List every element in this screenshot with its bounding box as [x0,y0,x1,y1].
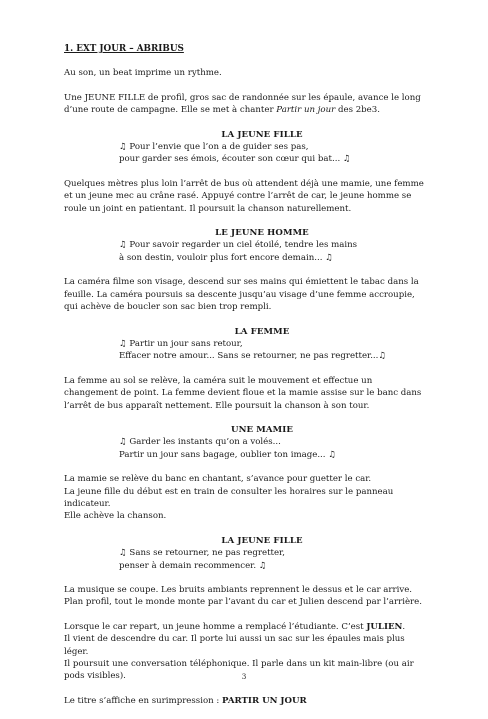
action-line: Quelques mètres plus loin l’arrêt de bus où attendent déjà une mamie, une femme et un jeune mec au crâne rasé. Appuyé contre l’arrêt de car, le jeune homme se roule un joint en patientant. Il poursuit la chanson naturellement. [64,178,424,214]
dialogue: ♫ Pour savoir regarder un ciel étoilé, tendre les mains à son destin, vouloir plus fort encore demain... ♫ [119,240,358,263]
song-title: Partir un jour [276,105,336,116]
action-text: Une JEUNE FILLE de profil, gros sac de randonnée sur les épaule, avance le long d’une route de campagne. Elle se met à chanter [64,92,421,116]
action-line: Au son, un beat imprime un rythme. [64,68,222,79]
action-text: Lorsque le car repart, un jeune homme a remplacé l’étudiante. C’est [64,621,367,632]
action-line [64,92,426,117]
action-text: . Il vient de descendre du car. Il porte lui aussi un sac sur les épaules mais plus léger. Il poursuit une conversation téléphonique. Il parle dans un kit main-libre (ou air pods visibles). [64,621,414,682]
dialogue: ♫ Garder les instants qu’on a volés... Partir un jour sans bagage, oublier ton image... ♫ [119,437,336,460]
action-line: La femme au sol se relève, la caméra suit le mouvement et effectue un changement de point. La femme devient floue et la mamie assise sur le banc dans l’arrêt de bus apparaît nettement. Elle poursuit la chanson à son tour. [64,375,422,411]
action-line: La musique se coupe. Les bruits ambiants reprennent le dessus et le car arrive. Plan profil, tout le monde monte par l’avant du car et Julien descend par l’arrière. [64,585,422,608]
action-line [64,695,426,707]
action-line: La caméra filme son visage, descend sur ses mains qui émiettent le tabac dans la feuille. La caméra poursuis sa descente jusqu’au visage d’une femme accroupie, qui achève de boucler son sac bien trop rempli. [64,277,419,313]
character-name: LE JEUNE HOMME [215,228,309,239]
dialogue: ♫ Sans se retourner, ne pas regretter, penser à demain recommencer. ♫ [119,548,285,571]
character-name: LA FEMME [234,326,290,337]
character-name: LA JEUNE FILLE [221,129,303,140]
action-line: La mamie se relève du banc en chantant, s’avance pour guetter le car. La jeune fille du début est en train de consulter les horaires sur le panneau indicateur. Elle achève la chanson. [64,474,394,522]
dialogue: ♫ Partir un jour sans retour, Effacer notre amour... Sans se retourner, ne pas regretter...♫ [119,338,387,362]
action-text: Le titre s’affiche en surimpression : [64,695,223,706]
screenplay-body [64,43,426,719]
character-intro: JULIEN [366,621,403,632]
page-number: 3 [241,672,247,681]
title-card: PARTIR UN JOUR [222,695,307,706]
character-name: LA JEUNE FILLE [221,535,303,546]
character-name: UNE MAMIE [230,424,294,435]
action-text: des 2be3. [335,105,380,116]
scene-heading: 1. EXT JOUR – ABRIBUS [64,44,184,54]
dialogue: ♫ Pour l’envie que l’on a de guider ses pas, pour garder ses émois, écouter son cœur qui bat... ♫ [119,142,351,165]
